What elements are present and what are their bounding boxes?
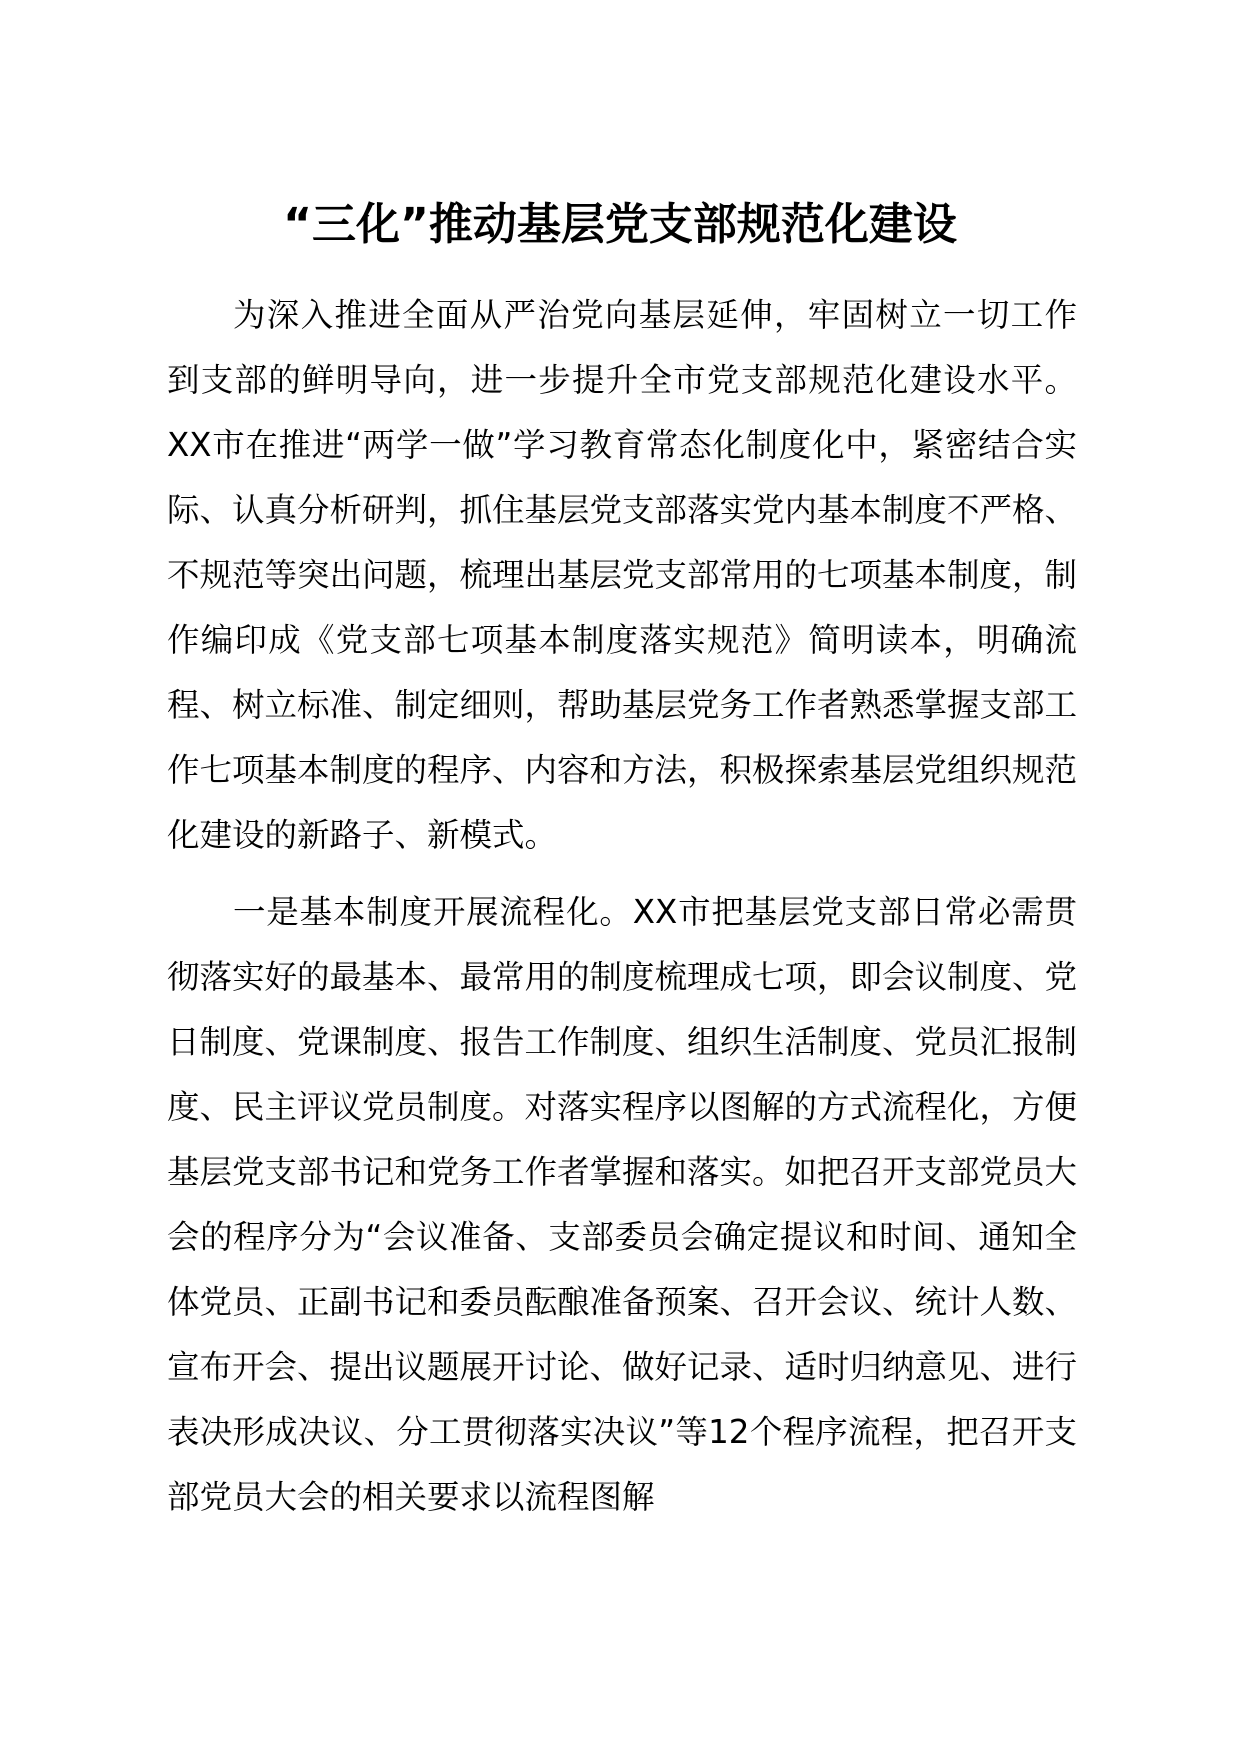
paragraph-intro: 为深入推进全面从严治党向基层延伸，牢固树立一切工作到支部的鲜明导向，进一步提升全市党支部规范化建设水平。XX市在推进“两学一做”学习教育常态化制度化中，紧密结合实际、认真分析研判，抓住基层党支部落实党内基本制度不严格、不规范等突出问题，梳理出基层党支部常用的七项基本制度，制作编印成《党支部七项基本制度落实规范》简明读本，明确流程、树立标准、制定细则，帮助基层党务工作者熟悉掌握支部工作七项基本制度的程序、内容和方法，积极探索基层党组织规范化建设的新路子、新模式。	[167, 296, 1078, 854]
document-title: “三化”推动基层党支部规范化建设	[283, 199, 957, 250]
paragraph-flowchart-section: 一是基本制度开展流程化。XX市把基层党支部日常必需贯彻落实好的最基本、最常用的制度梳理成七项，即会议制度、党日制度、党课制度、报告工作制度、组织生活制度、党员汇报制度、民主评议党员制度。对落实程序以图解的方式流程化，方便基层党支部书记和党务工作者掌握和落实。如把召开支部党员大会的程序分为“会议准备、支部委员会确定提议和时间、通知全体党员、正副书记和委员酝酿准备预案、召开会议、统计人数、宣布开会、提出议题展开讨论、做好记录、适时归纳意见、进行表决形成决议、分工贯彻落实决议”等12个程序流程，把召开支部党员大会的相关要求以流程图解	[167, 893, 1078, 1516]
